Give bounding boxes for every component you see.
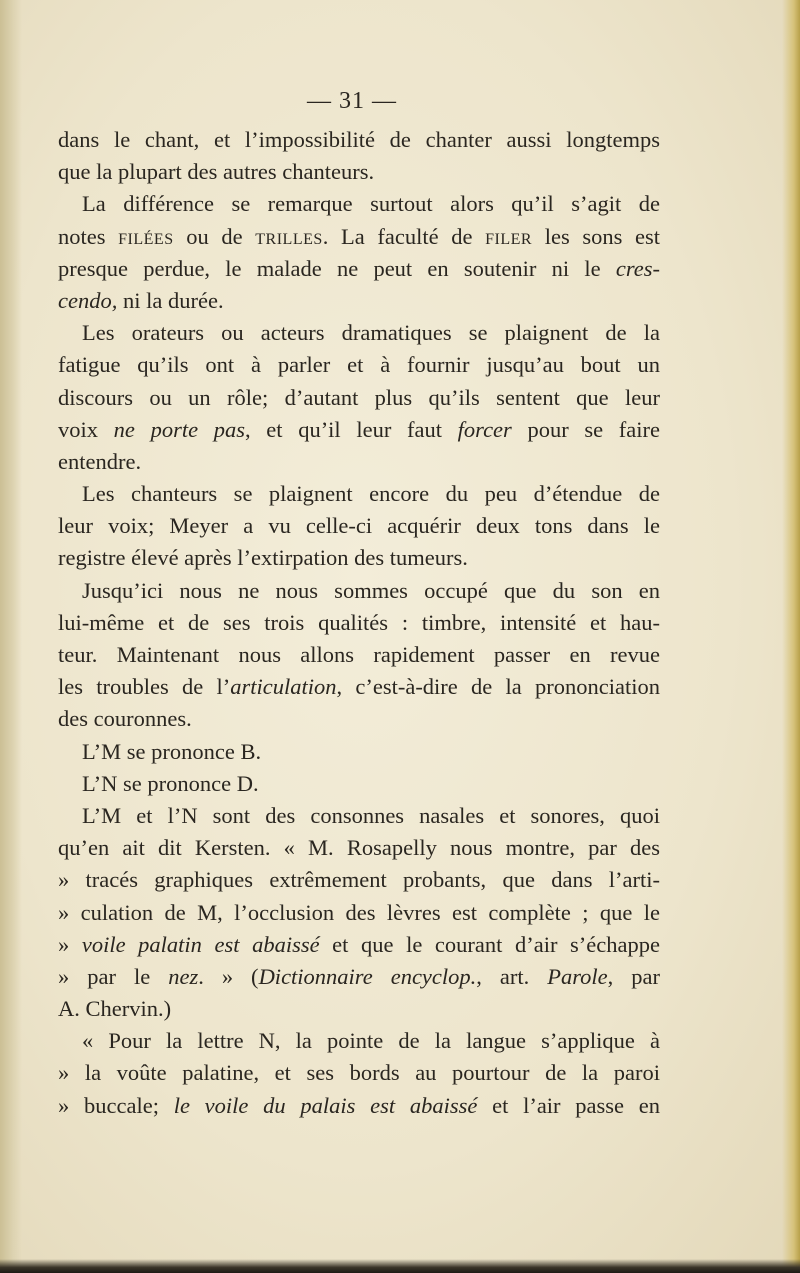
page-edge-bottom [0,1259,800,1273]
text-run: ou de [173,223,256,249]
text-line [58,1057,660,1089]
italic-run: Dictionnaire encyclop. [258,963,477,989]
text-run: ni la durée. [117,287,224,313]
text-line [58,1090,660,1122]
text-line [58,221,660,253]
text-run: voix [58,416,114,442]
page-edge-right [782,0,800,1273]
text-line [58,671,660,703]
text-line [58,639,660,671]
page-number: — 31 — [307,88,397,114]
text-run: . » ( [198,963,259,989]
text-line [58,961,660,993]
text-line [58,864,660,896]
text-run: discours ou un rôle; d’autant plus qu’ils sentent que leur [58,384,660,410]
text-line [58,285,660,317]
text-line [58,382,660,414]
text-run: les troubles de l’ [58,674,231,700]
italic-run: le voile du palais est abaissé [173,1092,478,1118]
text-line [58,349,660,381]
text-run: les sons est [532,223,660,249]
italic-run: nez [168,963,199,989]
text-run: , par [607,963,661,989]
text-line [58,414,660,446]
text-run: » la voûte palatine, et ses bords au pourtour de la paroi [58,1060,660,1086]
italic-run: ne porte pas [113,416,245,442]
text-run: Les chanteurs se plaignent encore du peu d’étendue de [82,481,660,507]
text-run: A. Chervin.) [58,996,172,1022]
text-line [58,156,660,188]
text-line [58,800,660,832]
text-line [58,253,660,285]
text-run: L’M et l’N sont des consonnes nasales et sonores, quoi [82,802,660,828]
text-line [58,510,660,542]
text-line [58,1025,660,1057]
text-run: » buccale; [58,1092,174,1118]
text-line [58,768,660,800]
text-run: L’N se prononce D. [82,770,259,796]
text-line [58,607,660,639]
text-line [58,993,660,1025]
text-line [58,478,660,510]
text-run: , art. [476,963,548,989]
text-run: teur. Maintenant nous allons rapidement passer en revue [58,642,660,667]
italic-run: Parole [547,963,608,989]
text-line [58,542,660,574]
small-caps-run: filer [485,223,533,249]
text-line [58,897,660,929]
text-run: » [58,931,82,957]
italic-run: voile palatin est abaissé [81,931,320,957]
text-line [58,736,660,768]
page-edge-left [0,0,22,1273]
text-run: entendre. [58,448,142,474]
text-run: Jusqu’ici nous ne nous sommes occupé que du son en [82,577,660,603]
text-run: Les orateurs ou acteurs dramatiques se plaignent de la [82,320,660,346]
text-run: notes [58,223,119,249]
text-run: qu’en ait dit Kersten. « M. Rosapelly nous montre, par des [58,835,660,861]
text-run: leur voix; Meyer a vu celle-ci acquérir deux tons dans le [58,513,660,539]
text-line [58,832,660,864]
text-run: » culation de M, l’occlusion des lèvres est complète ; que le [58,899,660,925]
small-caps-run: trilles [255,223,323,249]
text-run: » tracés graphiques extrêmement probants, que dans l’arti- [58,867,660,893]
text-run: des couronnes. [58,706,192,732]
text-line [58,446,660,478]
text-run: pour se faire [511,416,660,442]
text-run: « Pour la lettre N, la pointe de la langue s’applique à [82,1028,660,1054]
italic-run: cendo, [58,287,118,313]
text-line [58,124,660,156]
text-run: et que le courant d’air s’échappe [319,931,660,957]
body-text [58,124,660,1122]
text-run: , et qu’il leur faut [245,416,458,442]
text-run: L’M se prononce B. [82,738,262,764]
text-line [58,188,660,220]
italic-run: forcer [457,416,512,442]
text-run: . La faculté de [322,223,486,249]
italic-run: cres- [615,255,660,281]
text-line [58,703,660,735]
text-run: La différence se remarque surtout alors qu’il s’agit de [82,191,660,217]
text-run: , c’est-à-dire de la prononciation [336,674,660,700]
text-line [58,317,660,349]
text-run: fatigue qu’ils ont à parler et à fournir jusqu’au bout un [58,352,660,378]
text-run: lui-même et de ses trois qualités : timbre, intensité et hau- [58,609,660,635]
text-run: » par le [58,963,169,989]
text-line [58,929,660,961]
text-run: que la plupart des autres chanteurs. [58,159,375,185]
italic-run: articulation [230,674,337,700]
text-run: et l’air passe en [477,1092,661,1118]
text-run: presque perdue, le malade ne peut en soutenir ni le [58,255,616,281]
text-run: dans le chant, et l’impossibilité de chanter aussi longtemps [58,127,660,152]
text-run: registre élevé après l’extirpation des tumeurs. [58,545,468,571]
small-caps-run: filées [118,223,174,249]
text-line [58,575,660,607]
